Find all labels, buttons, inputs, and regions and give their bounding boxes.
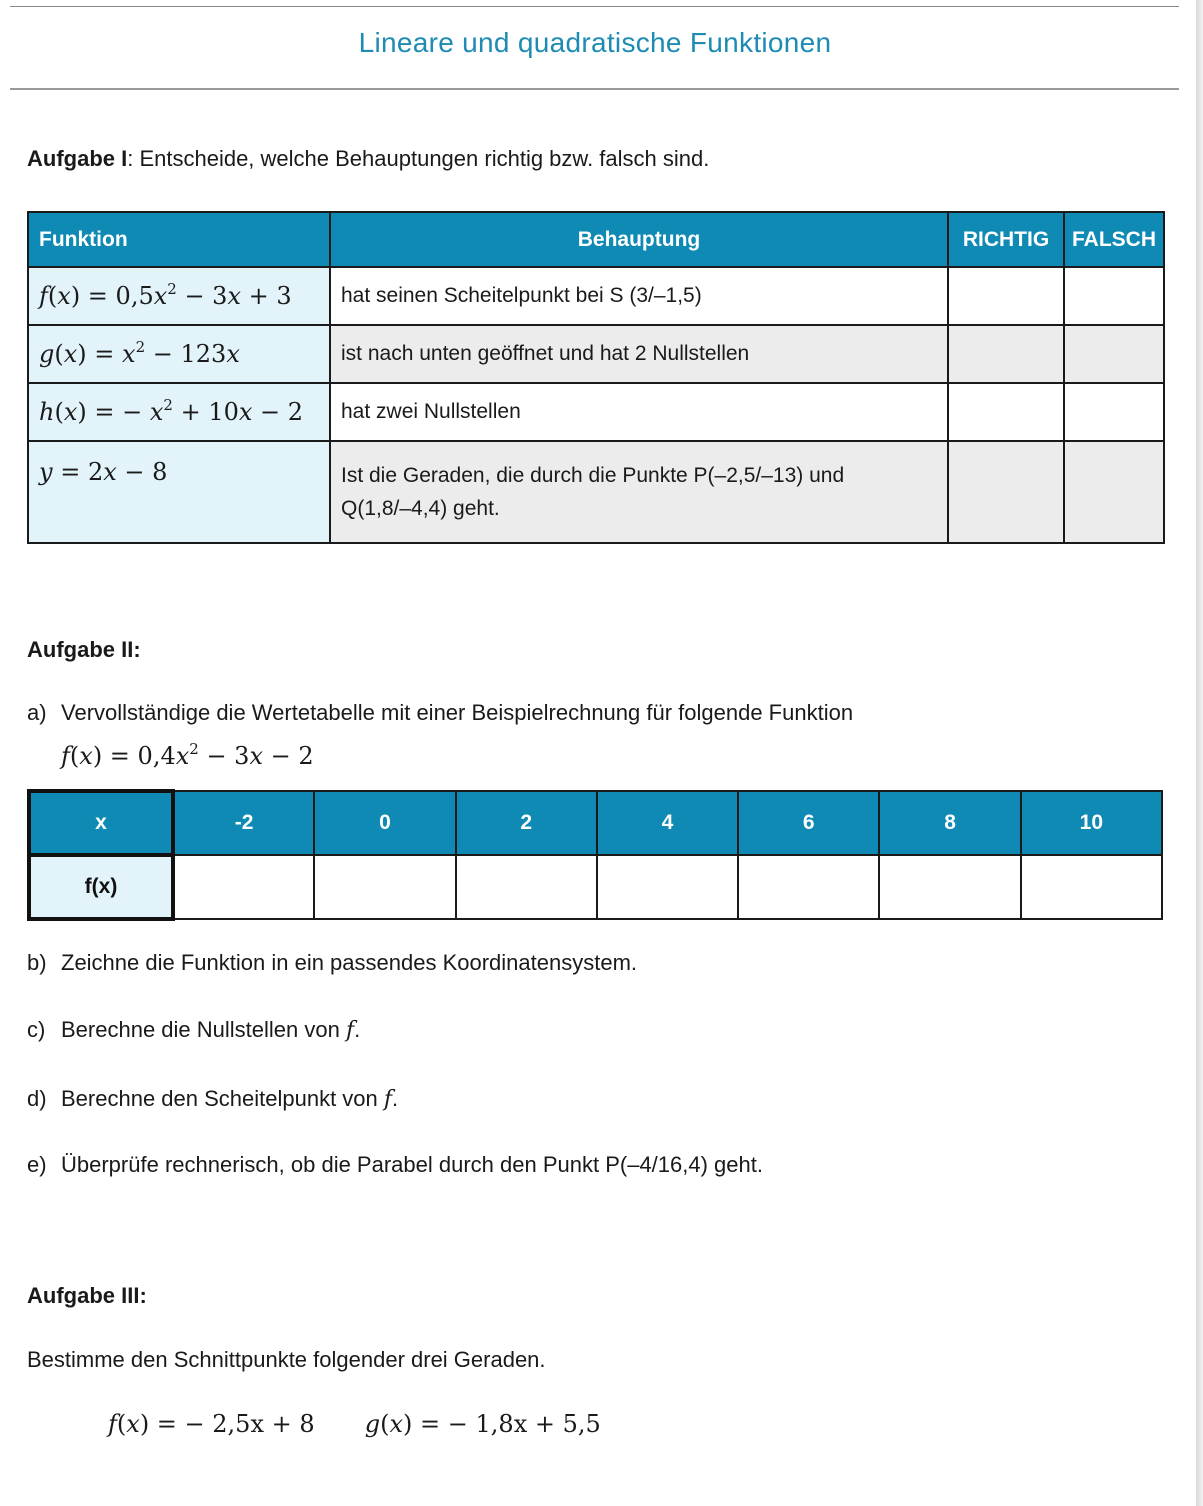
function-g-cell <box>28 325 330 383</box>
function-f-formula: $f(x) = 0,5x^2 - 3x + 3$ <box>39 280 292 310</box>
aufgabe3-functions <box>108 1410 601 1438</box>
falsch-checkbox[interactable] <box>1064 441 1164 543</box>
x-value: 10 <box>1021 791 1162 855</box>
fx-answer-cell[interactable] <box>738 855 879 919</box>
aufgabe3-label: Aufgabe III: <box>27 1283 147 1308</box>
x-value: 6 <box>738 791 879 855</box>
top-rule <box>10 6 1179 7</box>
task-a-label: a) <box>27 700 47 725</box>
task-e-text: Überprüfe rechnerisch, ob die Parabel durch den Punkt P(–4/16,4) geht. <box>61 1152 763 1177</box>
header-behauptung: Behauptung <box>330 212 948 267</box>
claim-cell <box>330 441 948 543</box>
function-h-cell <box>28 383 330 441</box>
claim-line: Q(1,8/–4,4) geht. <box>341 497 500 520</box>
task-d-text: Berechne den Scheitelpunkt von <box>61 1086 384 1111</box>
task-d-label: d) <box>27 1086 47 1111</box>
f-symbol: f <box>345 1018 355 1043</box>
fx-answer-cell[interactable] <box>173 855 314 919</box>
x-value: 0 <box>314 791 455 855</box>
title-divider <box>10 88 1179 90</box>
richtig-checkbox[interactable] <box>948 267 1064 325</box>
line-g-formula: g(x) = − 1,8x + 5,5 <box>364 1410 601 1438</box>
header-funktion: Funktion <box>28 212 330 267</box>
task-e <box>27 1152 763 1178</box>
claims-table <box>27 211 1165 544</box>
page-edge-shadow <box>1196 0 1203 1506</box>
claim-line: Ist die Geraden, die durch die Punkte P(–2,5/–13) und <box>341 464 845 487</box>
fx-header: f(x) <box>29 855 173 919</box>
value-table <box>27 789 1163 921</box>
aufgabe2-label: Aufgabe II: <box>27 637 141 662</box>
aufgabe1-instruction <box>27 146 709 172</box>
function-f-cell <box>28 267 330 325</box>
function-y-cell <box>28 441 330 543</box>
fx-answer-cell[interactable] <box>597 855 738 919</box>
task-c <box>27 1017 360 1043</box>
task-a-function <box>61 742 314 770</box>
page-title: Lineare und quadratische Funktionen <box>358 27 832 58</box>
richtig-checkbox[interactable] <box>948 383 1064 441</box>
function-g-formula: $g(x) = x^2 - 123x$ <box>39 338 240 368</box>
period: . <box>392 1086 399 1111</box>
fx-answer-cell[interactable] <box>1021 855 1162 919</box>
falsch-checkbox[interactable] <box>1064 383 1164 441</box>
task-b-text: Zeichne die Funktion in ein passendes Koordinatensystem. <box>61 950 638 975</box>
claim-cell: hat zwei Nullstellen <box>330 383 948 441</box>
period: . <box>354 1017 361 1042</box>
x-value: 8 <box>879 791 1020 855</box>
function-y-formula: y = 2x − 8 <box>39 458 168 486</box>
task-c-text: Berechne die Nullstellen von <box>61 1017 346 1042</box>
richtig-checkbox[interactable] <box>948 325 1064 383</box>
line-f-formula: f(x) = − 2,5x + 8 <box>108 1410 315 1438</box>
task-b-label: b) <box>27 950 47 975</box>
task-e-label: e) <box>27 1152 47 1177</box>
x-header: x <box>29 791 173 855</box>
x-value: 4 <box>597 791 738 855</box>
aufgabe3-text: Bestimme den Schnittpunkte folgender drei Geraden. <box>27 1347 546 1372</box>
task-a-formula: $f(x) = 0,4x^2 - 3x - 2$ <box>61 740 314 770</box>
aufgabe1-label: Aufgabe I <box>27 146 128 171</box>
claim-cell: hat seinen Scheitelpunkt bei S (3/–1,5) <box>330 267 948 325</box>
f-symbol: f <box>383 1087 393 1112</box>
header-richtig: RICHTIG <box>948 212 1064 267</box>
x-value: 2 <box>456 791 597 855</box>
fx-answer-cell[interactable] <box>456 855 597 919</box>
function-h-formula: h(x) = − $x^2 + 10x - 2$ <box>39 396 304 426</box>
x-value: -2 <box>173 791 314 855</box>
falsch-checkbox[interactable] <box>1064 267 1164 325</box>
falsch-checkbox[interactable] <box>1064 325 1164 383</box>
task-b <box>27 950 637 976</box>
task-a <box>27 700 853 726</box>
richtig-checkbox[interactable] <box>948 441 1064 543</box>
claim-cell: ist nach unten geöffnet und hat 2 Nullstellen <box>330 325 948 383</box>
task-d <box>27 1086 398 1112</box>
fx-answer-cell[interactable] <box>314 855 455 919</box>
task-a-text: Vervollständige die Wertetabelle mit einer Beispielrechnung für folgende Funktion <box>61 700 854 725</box>
aufgabe1-text: : Entscheide, welche Behauptungen richtig bzw. falsch sind. <box>127 146 710 171</box>
fx-answer-cell[interactable] <box>879 855 1020 919</box>
task-c-label: c) <box>27 1017 46 1042</box>
header-falsch: FALSCH <box>1064 212 1164 267</box>
